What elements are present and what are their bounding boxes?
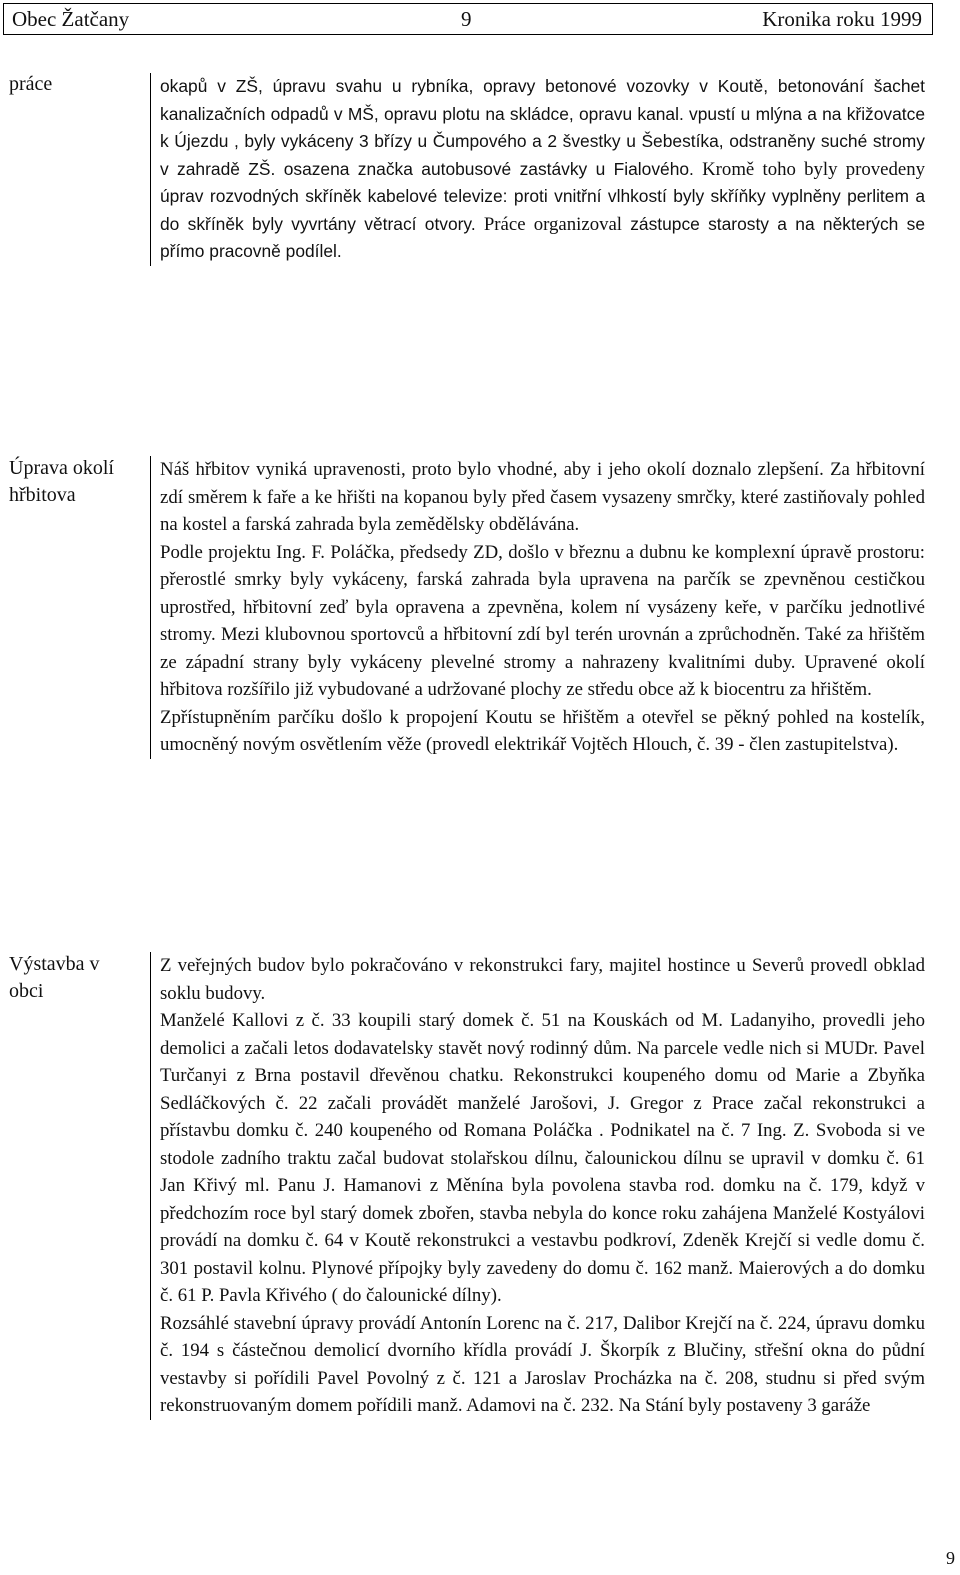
paragraph: Rozsáhlé stavební úpravy provádí Antonín Lorenc na č. 217, Dalibor Krejčí na č. 224, úpravu domku č. 194 s částečnou demolicí dvorního křídla provádí J. Škorpík z Blučiny, střešní okna do půdní vestavby si pořídili Pavel Povolný z č. 121 a Jaroslav Procházka na č. 208, studnu si před svým rekonstruovaným domem pořídili manž. Adamovi na č. 232. Na Stání byly postaveny 3 garáže	[160, 1312, 925, 1416]
section-body	[150, 952, 925, 1420]
section-body	[150, 456, 925, 759]
section-body	[150, 73, 925, 266]
page-number-footer: 9	[946, 1548, 955, 1568]
paragraph: Náš hřbitov vyniká upravenosti, proto bylo vhodné, aby i jeho okolí doznalo zlepšení. Za hřbitovní zdí směrem k faře a ke hřišti na kopanou byly před časem vysazeny smrčky, které zastiňovaly pohled na kostel a farská zahrada byla zemědělsky obdělávána.	[160, 459, 925, 535]
header-chronicle-title: Kronika roku 1999	[762, 7, 922, 31]
text-run: zástupce starosty a na některých se přímo pracovně podílel.	[160, 213, 925, 261]
text-run: Kromě toho byly provedeny	[693, 158, 925, 180]
paragraph: Zpřístupněním parčíku došlo k propojení Koutu se hřištěm a otevřel se pěkný pohled na kostelík, umocněný novým osvětlením věže (provedl elektrikář Vojtěch Hlouch, č. 39 - člen zastupitelstva).	[160, 706, 925, 755]
page-header	[3, 3, 933, 35]
section-label: Výstavba v obci	[9, 953, 100, 1002]
section-label: Úprava okolí hřbitova	[9, 457, 114, 506]
text-run: okapů v ZŠ, úpravu svahu u rybníka, opravy betonové vozovky v Koutě, betonování šachet kanalizačních odpadů v MŠ, opravu plotu na skládce, opravu kanal. vpustí u mlýna a na křižovatce k Újezdu , byly vykáceny 3 břízy u Čumpového a 2 švestky u Šebestíka, odstraněny suché stromy v zahradě ZŠ. osazena značka autobusové zastávky u Fialového.	[160, 76, 925, 179]
text-run: úprav rozvodných skříněk kabelové televize: proti vnitřní vlhkostí byly skříňky vyplněny perlitem a do skříněk byly vyvrtány větrací otvory.	[160, 186, 925, 234]
paragraph: Podle projektu Ing. F. Poláčka, předsedy ZD, došlo v březnu a dubnu ke komplexní úpravě prostoru: přerostlé smrky byly vykáceny, farská zahrada byla upravena na parčík se zpevněnou cestičkou uprostřed, hřbitovní zeď byla opravena a zpevněna, kolem ní vysázeny keře, v parčíku jednotlivé stromy. Mezi klubovnou sportovců a hřbitovní zdí byl terén urovnán a zprůchodněn. Také za hřištěm ze západní strany byly vykáceny plevelné stromy a nahrazeny kvalitními duby. Upravené okolí hřbitova rozšířilo již vybudované a udržované plochy ze středu obce až k biocentru za hřištěm.	[160, 541, 925, 700]
header-village-name: Obec Žatčany	[12, 7, 130, 31]
header-page-number: 9	[461, 7, 472, 31]
paragraph: Manželé Kallovi z č. 33 koupili starý domek č. 51 na Kouskách od M. Ladanyiho, provedli jeho demolici a začali letos dodavatelsky stavět nový rodinný dům. Na parcele vedle nich si MUDr. Pavel Turčanyi z Brna postavil dřevěnou chatku. Rekonstrukci koupeného domu od Marie a Zbyňka Sedláčkových č. 22 začali provádět manželé Jarošovi, J. Gregor z Prace začal rekonstrukci a přístavbu domku č. 240 koupeného od Romana Poláčka . Podnikatel na č. 7 Ing. Z. Svoboda si ve stodole zadního traktu začal budovat stolařskou dílnu, čalounickou dílnu se upravil v domku č. 61 Jan Křivý ml. Panu J. Hamanovi z Měnína byla povolena stavba rod. domku na č. 179, když v předchozím roce byl starý domek zbořen, stavba nebyla do konce roku zahájena Manželé Kostyálovi provádí na domku č. 64 v Koutě rekonstrukci a vestavbu podkroví, Zdeněk Krejčí si vedle domu č. 301 postavil kolnu. Plynové přípojky byly zavedeny do domu č. 162 manž. Maierových a do domku č. 61 P. Pavla Křivého ( do čalounické dílny).	[160, 1010, 925, 1306]
section-label: práce	[9, 73, 53, 95]
text-run: Práce organizoval	[475, 213, 631, 235]
paragraph	[160, 73, 925, 266]
paragraph: Z veřejných budov bylo pokračováno v rekonstrukci fary, majitel hostince u Severů provedl obklad soklu budovy.	[160, 955, 925, 1004]
